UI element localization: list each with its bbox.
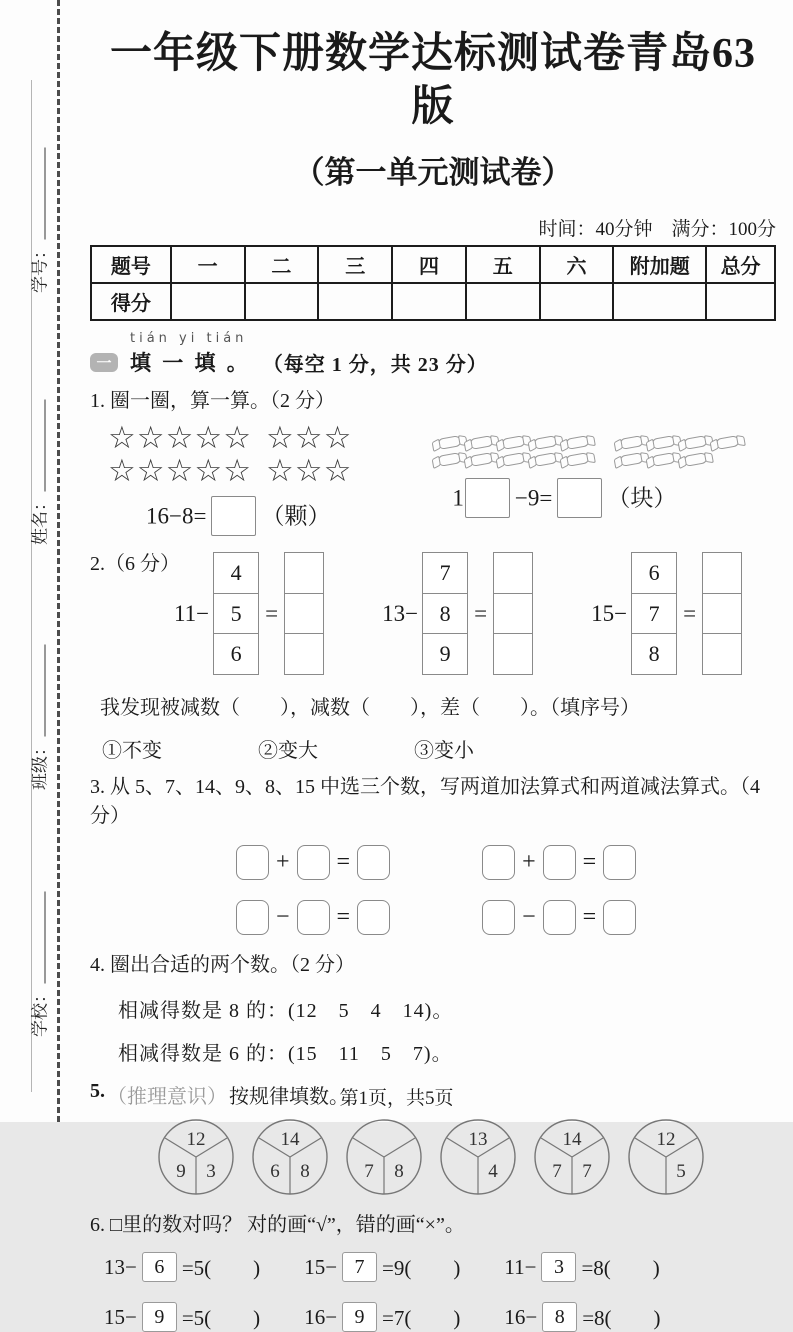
name-field — [26, 378, 51, 568]
q6-equation — [504, 1302, 660, 1332]
q2-group-2 — [382, 553, 533, 675]
q6-equation — [504, 1252, 660, 1282]
q6-text: 6. □里的数对吗？ 对的画“√”，错的画“×”。 — [90, 1214, 465, 1237]
q2-equals: = — [474, 601, 488, 627]
candy-icon — [438, 452, 463, 467]
q1-star-row — [108, 455, 352, 488]
number-pie-diagram — [250, 1117, 330, 1197]
q6-eq-prefix: 13− — [104, 1254, 137, 1279]
pie-left-value: 7 — [364, 1161, 374, 1183]
score-row-label: 得分 — [91, 283, 171, 320]
pie-left-value: 6 — [270, 1161, 280, 1183]
q2-number-cell: 7 — [631, 593, 677, 635]
q3-blank-box — [357, 845, 390, 880]
section-one-badge-icon: 一 — [90, 353, 118, 372]
pie-left-value: 7 — [552, 1161, 562, 1183]
pie-top-value: 13 — [468, 1129, 488, 1151]
q5-competency-tag: （推理意识） — [107, 1086, 227, 1109]
q6-boxed-number: 8 — [542, 1302, 577, 1332]
q2-answer-cell — [284, 593, 324, 635]
q1-candies-block — [426, 422, 742, 540]
q2-answer-cell — [284, 633, 324, 675]
candy-icon — [438, 435, 463, 450]
q3-addition-equation — [482, 845, 636, 880]
q2-group-3 — [591, 553, 742, 675]
q3-blank-box — [482, 845, 515, 880]
q1-right-eq-lead: 1 — [452, 485, 464, 511]
q3-blank-box — [357, 900, 390, 935]
star-icon: ☆ — [136, 420, 166, 456]
candy-icon — [566, 452, 591, 467]
q2-answer-stack — [284, 553, 324, 675]
score-header-cell: 四 — [392, 246, 466, 283]
q3-blank-box — [603, 900, 636, 935]
q6-equation — [104, 1302, 260, 1332]
q3-blank-box — [236, 900, 269, 935]
q2-option-3: ③变小 — [414, 740, 474, 763]
q2-option-1: ①不变 — [102, 740, 162, 763]
q2-number-cell: 5 — [213, 593, 259, 635]
school-label: 学校： — [30, 986, 50, 1037]
q6-eq-prefix: 16− — [504, 1304, 538, 1329]
student-id-label: 学号： — [30, 242, 50, 293]
q6-equation — [104, 1252, 260, 1282]
q2-text: 2.（6 分） — [90, 553, 180, 575]
candy-icon — [716, 435, 741, 450]
pie-right-value: 3 — [206, 1161, 216, 1183]
q3-equations — [90, 845, 776, 935]
candy-icon — [470, 435, 495, 450]
q2-answer-cell — [493, 552, 533, 594]
q1-right-equation — [426, 478, 742, 522]
class-field — [26, 623, 51, 813]
q6-eq-suffix: =8( ) — [581, 1256, 660, 1281]
q2-answer-stack — [702, 553, 742, 675]
q6-equation — [304, 1302, 460, 1332]
q3-subtraction-equation — [236, 900, 390, 935]
equals-sign: = — [336, 849, 351, 876]
q6-boxed-number: 9 — [142, 1302, 177, 1332]
q5-instruction: 按规律填数。 — [229, 1086, 349, 1109]
q1-left-equation — [108, 496, 352, 540]
pie-right-value: 5 — [676, 1161, 686, 1183]
number-pie-diagram — [438, 1117, 518, 1197]
q2-answer-stack — [493, 553, 533, 675]
q2-number-cell: 6 — [631, 552, 677, 594]
candy-icon — [620, 435, 645, 450]
q1-star-row — [108, 422, 352, 455]
school-blank — [32, 892, 46, 984]
score-empty-cell — [613, 283, 706, 320]
star-icon: ☆ — [294, 453, 324, 489]
paper-subtitle: （第一单元测试卷） — [293, 155, 573, 190]
score-header-cell: 总分 — [706, 246, 775, 283]
score-header-cell: 五 — [466, 246, 540, 283]
score-table-header-row — [91, 246, 775, 283]
q6-eq-prefix: 11− — [504, 1254, 537, 1279]
equals-sign: = — [582, 904, 597, 931]
q1-stars-block — [108, 422, 352, 540]
q6-equations — [90, 1252, 776, 1332]
q6-eq-suffix: =9( ) — [382, 1256, 461, 1281]
minus-sign: − — [522, 904, 536, 931]
candy-icon — [470, 452, 495, 467]
score-empty-cell — [318, 283, 392, 320]
q5-number: 5. — [90, 1080, 105, 1103]
score-empty-cell — [466, 283, 540, 320]
q2-minuend: 15− — [591, 601, 628, 627]
star-icon: ☆ — [323, 420, 353, 456]
q6-eq-suffix: =5( ) — [181, 1306, 261, 1331]
q2-number-stack — [631, 553, 677, 675]
q2-equals: = — [683, 601, 697, 627]
q2-answer-cell — [493, 633, 533, 675]
candy-icon — [652, 435, 677, 450]
q1-left-eq-unit: （颗） — [261, 503, 331, 529]
pie-top-value: 14 — [562, 1129, 582, 1151]
q1-right-eq-mid: −9= — [514, 485, 553, 511]
q2-answer-cell — [702, 552, 742, 594]
q3-blank-box — [236, 845, 269, 880]
q3-blank-box — [543, 845, 576, 880]
student-id-blank — [32, 148, 46, 240]
star-icon: ☆ — [223, 453, 252, 489]
star-icon: ☆ — [265, 420, 295, 456]
star-icon: ☆ — [165, 420, 195, 456]
student-id-field — [26, 126, 51, 316]
score-table — [90, 245, 776, 321]
plus-sign: + — [276, 849, 290, 876]
paper-title: 一年级下册数学达标测试卷青岛63版 — [109, 31, 756, 130]
page-number-footer: 第1页，共5页 — [339, 1088, 454, 1109]
q1-candy-row — [426, 453, 742, 470]
q2-answer-cell — [702, 593, 742, 635]
q6-boxed-number: 3 — [541, 1252, 576, 1282]
class-blank — [32, 645, 46, 737]
q2-group-1 — [174, 553, 324, 675]
time-score-line: 时间：40分钟 满分：100分 — [538, 219, 776, 240]
q3-blank-box — [482, 900, 515, 935]
score-header-cell: 六 — [540, 246, 614, 283]
pie-top-value: 12 — [186, 1129, 206, 1151]
score-empty-cell — [171, 283, 245, 320]
pie-right-value: 8 — [394, 1161, 404, 1183]
q2-number-cell: 6 — [213, 633, 259, 675]
score-empty-cell — [392, 283, 466, 320]
pie-right-value: 7 — [582, 1161, 592, 1183]
q4-line-1: 相减得数是 8 的：(12 5 4 14)。 — [118, 1000, 454, 1023]
candy-icon — [652, 452, 677, 467]
score-empty-cell — [706, 283, 775, 320]
q1-right-answer-box — [557, 478, 602, 518]
q3-text: 3. 从 5、7、14、9、8、15 中选三个数，写两道加法算式和两道减法算式。（4 分） — [90, 776, 760, 828]
score-header-cell: 附加题 — [613, 246, 706, 283]
number-pie-diagram — [156, 1117, 236, 1197]
q3-subtraction-equation — [482, 900, 636, 935]
q6-eq-prefix: 16− — [304, 1304, 338, 1329]
q6-eq-prefix: 15− — [104, 1304, 137, 1329]
q2-minuend: 11− — [174, 601, 210, 627]
school-field — [26, 870, 51, 1060]
pie-top-value: 14 — [280, 1129, 300, 1151]
q2-answer-cell — [493, 593, 533, 635]
minus-sign: − — [276, 904, 290, 931]
q2-number-cell: 8 — [631, 633, 677, 675]
q2-equals: = — [265, 601, 279, 627]
q5-circles — [90, 1117, 776, 1197]
star-icon: ☆ — [108, 420, 137, 456]
q6-boxed-number: 7 — [342, 1252, 377, 1282]
fold-dashed-line — [57, 0, 60, 1122]
q4-line-2: 相减得数是 6 的：(15 11 5 7)。 — [118, 1043, 453, 1066]
q3-blank-box — [603, 845, 636, 880]
q1-left-eq-prefix: 16−8= — [146, 503, 207, 529]
q2-finding-text: 我发现被减数（ ），减数（ ），差（ ）。（填序号） — [100, 697, 640, 720]
score-header-cell: 题号 — [91, 246, 171, 283]
section-one-title: 填 一 填 。 — [130, 351, 251, 375]
q2-options — [90, 734, 776, 763]
section-one-note: （每空 1 分，共 23 分） — [262, 353, 488, 376]
score-header-cell: 二 — [245, 246, 319, 283]
candy-icon — [620, 452, 645, 467]
q3-blank-box — [297, 845, 330, 880]
number-pie-diagram — [344, 1117, 424, 1197]
equals-sign: = — [582, 849, 597, 876]
candy-icon — [534, 435, 559, 450]
candy-icon — [534, 452, 559, 467]
name-label: 姓名： — [30, 494, 50, 545]
score-header-cell: 三 — [318, 246, 392, 283]
candy-icon — [684, 452, 709, 467]
q2-number-stack — [213, 553, 259, 675]
q2-number-stack — [422, 553, 468, 675]
star-icon: ☆ — [323, 453, 353, 489]
paper-content — [90, 28, 776, 1332]
number-pie-diagram — [626, 1117, 706, 1197]
q6-boxed-number: 9 — [342, 1302, 377, 1332]
class-label: 班级： — [30, 739, 50, 790]
q2-answer-cell — [702, 633, 742, 675]
q6-equation — [304, 1252, 460, 1282]
q1-figures — [90, 422, 776, 540]
pie-right-value: 8 — [300, 1161, 310, 1183]
star-icon: ☆ — [223, 420, 252, 456]
q1-candy-row — [426, 436, 742, 453]
q1-right-eq-unit: （块） — [607, 485, 677, 511]
q2-number-cell: 7 — [422, 552, 468, 594]
score-header-cell: 一 — [171, 246, 245, 283]
score-table-score-row — [91, 283, 775, 320]
q1-text: 1. 圈一圈，算一算。（2 分） — [90, 390, 335, 412]
plus-sign: + — [522, 849, 536, 876]
score-empty-cell — [540, 283, 614, 320]
q3-blank-box — [543, 900, 576, 935]
pie-top-value: 12 — [656, 1129, 676, 1151]
candy-icon — [566, 435, 591, 450]
q1-left-answer-box — [211, 496, 256, 536]
q6-eq-suffix: =5( ) — [181, 1256, 261, 1281]
candy-icon — [502, 452, 527, 467]
q6-eq-suffix: =7( ) — [382, 1306, 461, 1331]
q2-number-cell: 9 — [422, 633, 468, 675]
star-icon: ☆ — [194, 420, 224, 456]
star-icon: ☆ — [294, 420, 324, 456]
pie-left-value: 9 — [176, 1161, 186, 1183]
number-pie-diagram — [532, 1117, 612, 1197]
section-one-header — [90, 331, 776, 377]
q1-right-answer-box — [465, 478, 510, 518]
q3-blank-box — [297, 900, 330, 935]
q6-boxed-number: 6 — [142, 1252, 177, 1282]
q2-number-cell: 8 — [422, 593, 468, 635]
q2-figures — [90, 553, 776, 675]
star-icon: ☆ — [265, 453, 295, 489]
pie-right-value: 4 — [488, 1161, 498, 1183]
q6-eq-suffix: =8( ) — [582, 1306, 661, 1331]
star-icon: ☆ — [194, 453, 224, 489]
q2-answer-cell — [284, 552, 324, 594]
candy-icon — [502, 435, 527, 450]
star-icon: ☆ — [108, 453, 137, 489]
q4-text: 4. 圈出合适的两个数。（2 分） — [90, 954, 355, 977]
section-one-pinyin: tián yi tián — [130, 331, 248, 346]
q6-eq-prefix: 15− — [304, 1254, 338, 1279]
equals-sign: = — [336, 904, 351, 931]
q2-number-cell: 4 — [213, 552, 259, 594]
name-blank — [32, 400, 46, 492]
candy-icon — [684, 435, 709, 450]
score-empty-cell — [245, 283, 319, 320]
q3-addition-equation — [236, 845, 390, 880]
star-icon: ☆ — [165, 453, 195, 489]
star-icon: ☆ — [136, 453, 166, 489]
q2-option-2: ②变大 — [258, 740, 318, 763]
q2-minuend: 13− — [382, 601, 419, 627]
